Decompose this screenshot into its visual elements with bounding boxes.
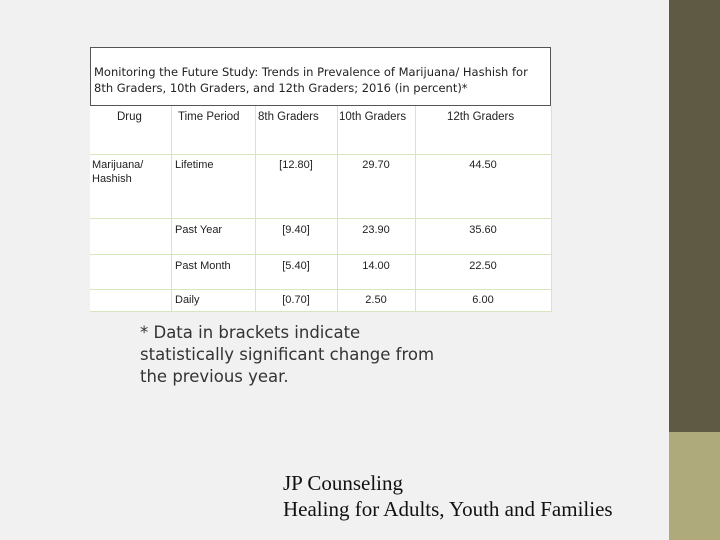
row-past-month-period: Past Month xyxy=(175,260,231,272)
drug-name-line-1: Marijuana/ xyxy=(92,159,144,171)
header-8th-graders: 8th Graders xyxy=(258,111,319,123)
row-past-month-10th: 14.00 xyxy=(362,260,390,272)
header-10th-graders: 10th Graders xyxy=(339,111,407,123)
footnote xyxy=(140,322,500,388)
drug-name-line-2: Hashish xyxy=(92,173,132,185)
row-lifetime-12th: 44.50 xyxy=(469,159,497,171)
grid-line xyxy=(90,289,552,290)
table-title-line-2: 8th Graders, 10th Graders, and 12th Graders; 2016 (in percent)* xyxy=(94,81,468,95)
row-past-month-12th: 22.50 xyxy=(469,260,497,272)
row-lifetime-10th: 29.70 xyxy=(362,159,390,171)
grid-line xyxy=(415,106,416,312)
row-daily-12th: 6.00 xyxy=(472,294,494,306)
grid-line xyxy=(90,311,552,312)
grid-line xyxy=(90,154,552,155)
sidebar-accent-dark xyxy=(669,0,720,432)
organization-name: JP Counseling xyxy=(283,471,403,495)
organization-credit xyxy=(283,470,613,522)
grid-line xyxy=(90,254,552,255)
row-past-year-8th: [9.40] xyxy=(282,224,310,236)
organization-tagline: Healing for Adults, Youth and Families xyxy=(283,497,613,521)
row-daily-8th: [0.70] xyxy=(282,294,310,306)
row-past-year-period: Past Year xyxy=(175,224,223,236)
grid-line xyxy=(90,218,552,219)
prevalence-table xyxy=(90,106,552,312)
grid-line xyxy=(171,106,172,312)
table-title-line-1: Monitoring the Future Study: Trends in Prevalence of Marijuana/ Hashish for xyxy=(94,65,528,79)
header-12th-graders: 12th Graders xyxy=(447,111,515,123)
sidebar-accent-light xyxy=(669,432,720,540)
grid-line xyxy=(337,106,338,312)
table-title-box xyxy=(90,47,551,106)
footnote-line-1: * Data in brackets indicate xyxy=(140,323,361,342)
row-past-month-8th: [5.40] xyxy=(282,260,310,272)
row-daily-period: Daily xyxy=(175,294,200,306)
row-lifetime-8th: [12.80] xyxy=(279,159,313,171)
grid-line xyxy=(551,106,552,312)
footnote-line-2: statistically significant change from xyxy=(140,345,435,364)
header-time-period: Time Period xyxy=(178,111,240,123)
grid-line xyxy=(255,106,256,312)
row-past-year-10th: 23.90 xyxy=(362,224,390,236)
header-drug: Drug xyxy=(117,111,142,123)
footnote-line-3: the previous year. xyxy=(140,367,289,386)
row-lifetime-period: Lifetime xyxy=(175,159,214,171)
drug-name xyxy=(92,158,143,186)
row-past-year-12th: 35.60 xyxy=(469,224,497,236)
table-title xyxy=(94,64,544,96)
row-daily-10th: 2.50 xyxy=(365,294,387,306)
